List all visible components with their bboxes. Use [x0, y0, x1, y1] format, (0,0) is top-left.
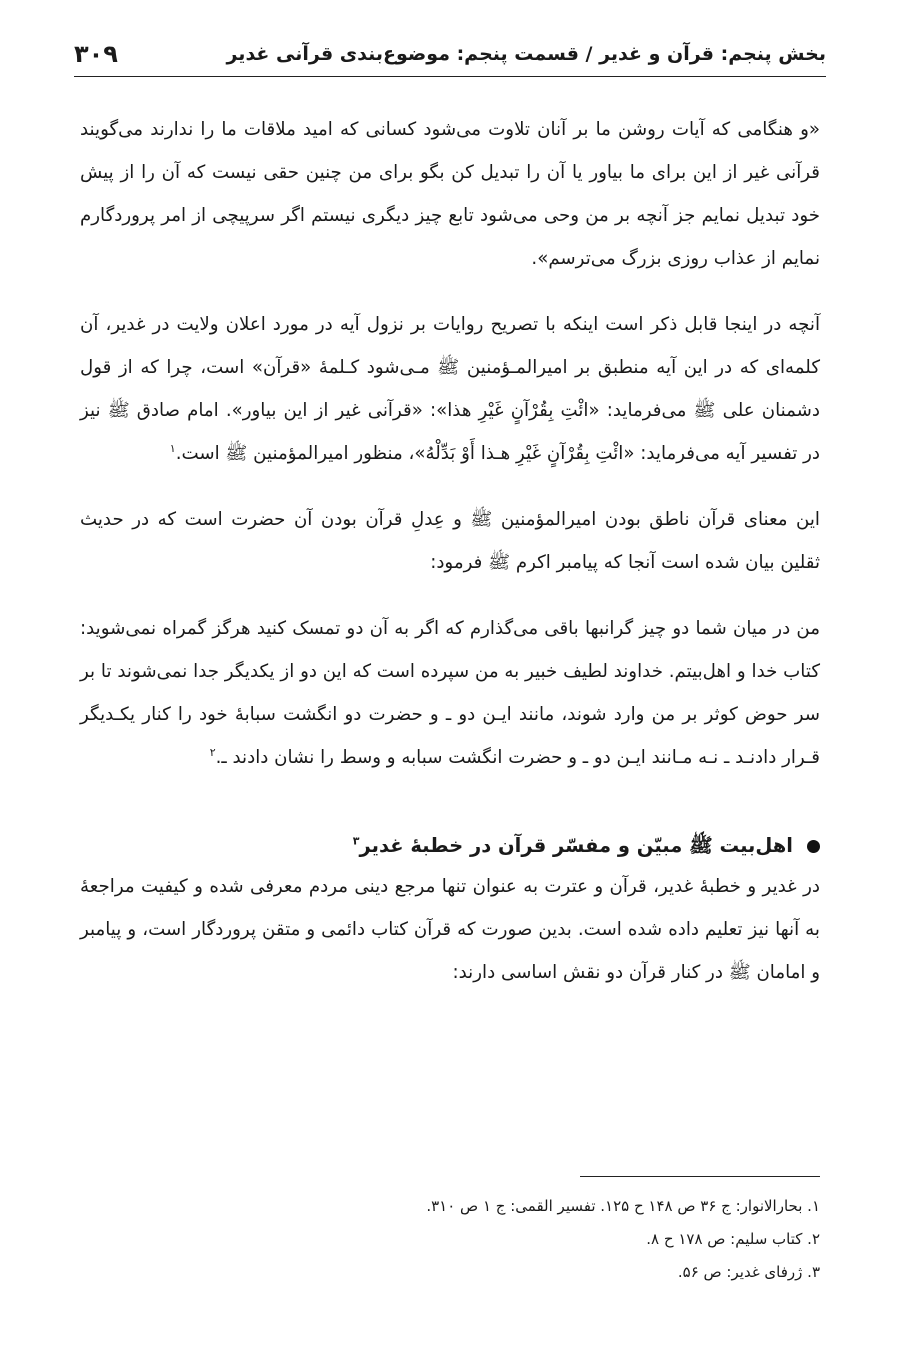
- section-paragraph: در غدیر و خطبهٔ غدیر، قرآن و عترت به عنوان تنها مرجع دینی مردم معرفی شده و کیفیت مراجعهٔ به آنها نیز تعلیم داده شده است. بدین صورت که قرآن کتاب دائمی و متقن پروردگار است، و پیامبر و امامان ﷺ در کنار قرآن دو نقش اساسی دارند:: [80, 876, 820, 983]
- bullet-icon: [807, 840, 820, 853]
- footnote-3: ۳. ژرفای غدیر: ص ۵۶.: [677, 1263, 820, 1281]
- thaqalayn-intro-paragraph: این معنای قرآن ناطق بودن امیرالمؤمنین ﷺ و عِدلِ قرآن بودن آن حضرت است که در حدیث ثقلین بیان شده است آنجا که پیامبر اکرم ﷺ فرمود:: [80, 509, 820, 573]
- explanation-paragraph: آنچه در اینجا قابل ذکر است اینکه با تصریح روایات بر نزول آیه در مورد اعلان ولایت در غدیر، آن کلمه‌ای که در این آیه منطبق بر امیرالمـؤمنین ﷺ مـی‌شود کـلمهٔ «قرآن» است، چرا که از قول دشمنان علی ﷺ می‌فرماید: «ائْتِ بِقُرْآنٍ غَيْرِ هذا»: «قرآنی غیر از این بیاور». امام صادق ﷺ نیز در تفسیر آیه می‌فرماید: «ائْتِ بِقُرْآنٍ غَيْرِ هـذا أَوْ بَدِّلْهُ»، منظور امیرالمؤمنین ﷺ است.$^۱$: [80, 314, 820, 464]
- footnote-mark-3[interactable]: ۳: [352, 834, 360, 848]
- footnote-divider: [580, 1176, 820, 1177]
- section-heading: [80, 827, 820, 865]
- footnote-1: ۱. بحارالانوار: ج ۳۶ ص ۱۴۸ ح ۱۲۵. تفسیر القمی: ج ۱ ص ۳۱۰.: [426, 1197, 820, 1215]
- footnote-mark-2[interactable]: ۲: [209, 745, 216, 759]
- footnotes: [80, 1190, 820, 1289]
- body-text: [80, 108, 820, 1017]
- hadith-paragraph: من در میان شما دو چیز گرانبها باقی می‌گذارم که اگر به آن دو تمسک کنید هرگز گمراه نمی‌شوید: کتاب خدا و اهل‌بیتم. خداوند لطیف خبیر به من سپرده است که این دو از یکدیگر جدا نمی‌شوند تا بر سر حوض کوثر بر من وارد شوند، مانند ایـن دو ـ و حضرت دو انگشت سبابهٔ خود را کنار یکـدیگر قـرار دادنـد ـ نـه مـانند ایـن دو ـ و حضرت انگشت سبابه و وسط را نشان دادند ـ.$^۲$: [80, 618, 820, 768]
- running-head: بخش پنجم: قرآن و غدیر / قسمت پنجم: موضوع‌بندی قرآنی غدیر: [226, 43, 826, 65]
- page-header: [74, 32, 826, 77]
- footnote-2: ۲. کتاب سلیم: ص ۱۷۸ ح ۸.: [646, 1230, 820, 1248]
- quran-verse-paragraph: «و هنگامی که آیات روشن ما بر آنان تلاوت می‌شود کسانی که امید ملاقات ما را ندارند می‌گویند قرآنی غیر از این برای ما بیاور یا آن را تبدیل کن بگو برای من چنین حقی نیست که آن را از پیش خود تبدیل نمایم جز آنچه بر من وحی می‌شود تابع چیز دیگری نیستم اگر سرپیچی از امر پروردگارم نمایم از عذاب روزی بزرگ می‌ترسم».: [80, 119, 820, 269]
- footnote-mark-1[interactable]: ۱: [169, 441, 176, 455]
- page-number: ۳۰۹: [74, 40, 118, 68]
- section-heading-text: اهل‌بیت ﷺ مبیّن و مفسّر قرآن در خطبهٔ غدیر: [359, 834, 793, 857]
